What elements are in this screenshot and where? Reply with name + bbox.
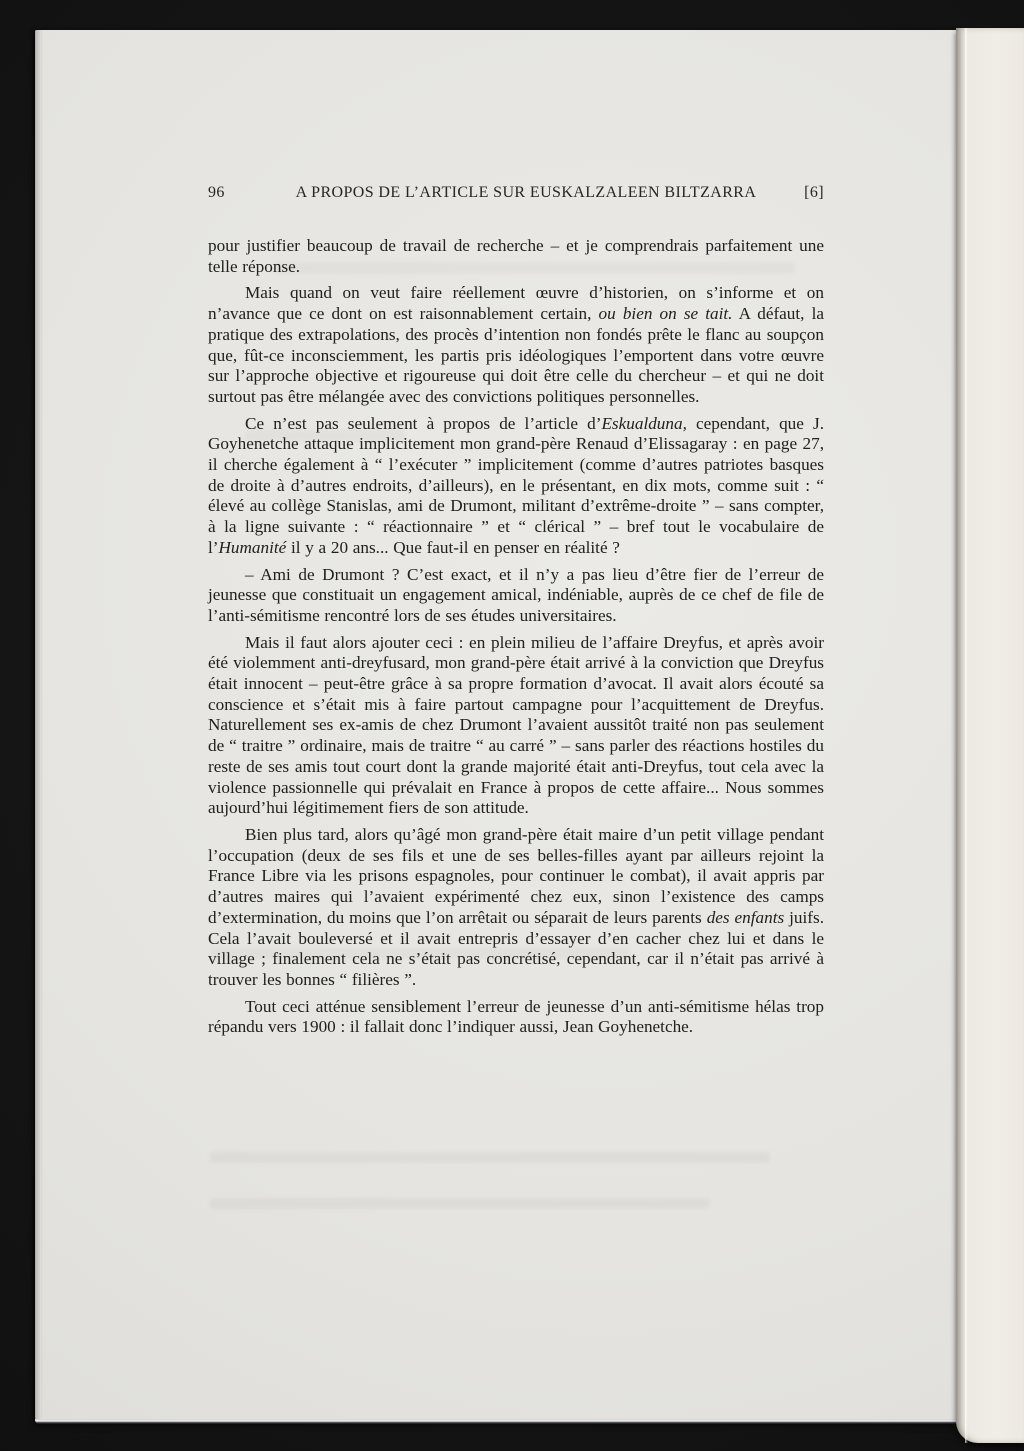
text-segment: A défaut, la pratique des extrapolations, des procès d’intention non fondés prête le flanc au soupçon que, fût-ce inconsciemment, les partis pris idéologiques l’emportent dans votre œuvre sur l’approche objective et rigoureuse qui doit être celle du chercheur – et qui ne doit surtout pas être mélangée avec des convictions politiques personnelles. xyxy=(208,304,824,406)
page-body xyxy=(208,236,824,1044)
text-segment: Bien plus tard, alors qu’âgé mon grand-père était maire d’un petit village pendant l’occupation (deux de ses fils et une de ses belles-filles ayant par ailleurs rejoint la France Libre via les prisons espagnoles, pour continuer le combat), il avait appris par d’autres maires qui l’avaient expérimenté chez eux, sinon l’existence des camps d’extermination, du moins que l’on arrêtait ou séparait de leurs parents xyxy=(208,824,824,927)
gutter-crease xyxy=(965,28,968,1443)
paragraph xyxy=(208,825,824,991)
page-edge-bottom xyxy=(35,1419,957,1424)
paragraph xyxy=(208,565,824,627)
text-segment: Mais quand on veut faire réellement œuvre d’historien, on s’informe et on n’avance que ce dont on est raisonnablement certain, xyxy=(208,283,824,324)
text-segment: Ce n’est pas seulement à propos de l’article d’ xyxy=(245,413,602,433)
bleed-through-artifact xyxy=(210,1152,770,1163)
text-segment: Tout ceci atténue sensiblement l’erreur de jeunesse d’un anti-sémitisme hélas trop répandu vers 1900 : il fallait donc l’indiquer aussi, Jean Goyhenetche. xyxy=(208,996,824,1037)
text-segment: ou bien on se tait. xyxy=(598,304,733,324)
text-segment: il y a 20 ans... Que faut-il en penser en réalité ? xyxy=(286,537,620,557)
section-folio: [6] xyxy=(804,184,824,201)
text-segment: juifs. Cela l’avait bouleversé et il avait entrepris d’essayer d’en cacher chez lui et dans le village ; finalement cela ne s’était pas concrétisé, cependant, car il n’était pas arrivé à trouver les bonnes “ filières ”. xyxy=(208,907,824,989)
text-segment: pour justifier beaucoup de travail de recherche – et je comprendrais parfaitement une telle réponse. xyxy=(208,236,824,276)
text-segment: Mais il faut alors ajouter ceci : en plein milieu de l’affaire Dreyfus, et après avoir été violemment anti-dreyfusard, mon grand-père était arrivé à la conviction que Dreyfus était innocent – peut-être grâce à sa propre formation d’avocat. Il avait alors écouté sa conscience et s’était mis à faire partout campagne pour l’acquittement de Dreyfus. Naturellement ses ex-amis de chez Drumont l’avaient aussitôt traité non pas seulement de “ traitre ” ordinaire, mais de traitre “ au carré ” – sans parler des réactions hostiles du reste de ses amis tout court dont la grande majorité était anti-Dreyfus, tout cela avec la violence passionnelle qui prévalait en France à propos de cette affaire... Nous sommes aujourd’hui légitimement fiers de son attitude. xyxy=(208,632,824,818)
text-segment: Humanité xyxy=(218,537,287,557)
bleed-through-artifact xyxy=(210,1198,710,1209)
text-segment: des enfants xyxy=(706,907,785,927)
paragraph xyxy=(208,414,824,559)
text-segment: cependant, que J. Goyhenetche attaque implicitement mon grand-père Renaud d’Elissagaray : en page 27, il cherche également à “ l’exécuter ” implicitement (comme d’autres patriotes basques de droite à d’autres endroits, d’ailleurs), en le présentant, en dix mots, comme suit : “ élevé au collège Stanislas, ami de Drumont, militant d’extrême-droite ” – sans compter, à la ligne suivante : “ réactionnaire ” et “ clérical ” – bref tout le vocabulaire de l’ xyxy=(208,413,825,557)
book-page xyxy=(35,30,957,1421)
page-number: 96 xyxy=(208,184,225,201)
running-title: A PROPOS DE L’ARTICLE SUR EUSKALZALEEN BILTZARRA xyxy=(295,184,757,201)
text-segment: Eskualduna, xyxy=(601,413,687,433)
paragraph xyxy=(208,997,824,1038)
text-segment: – Ami de Drumont ? C’est exact, et il n’y a pas lieu d’être fier de l’erreur de jeunesse que constituait un engagement amical, indéniable, auprès de ce chef de file de l’anti-sémitisme rencontré lors de ses études universitaires. xyxy=(208,564,824,625)
paragraph xyxy=(208,283,824,407)
page-edge-stack xyxy=(35,30,43,1421)
next-page-edge xyxy=(956,28,1024,1443)
paragraph xyxy=(208,633,824,819)
page-header xyxy=(208,183,824,203)
paragraph xyxy=(208,236,824,277)
